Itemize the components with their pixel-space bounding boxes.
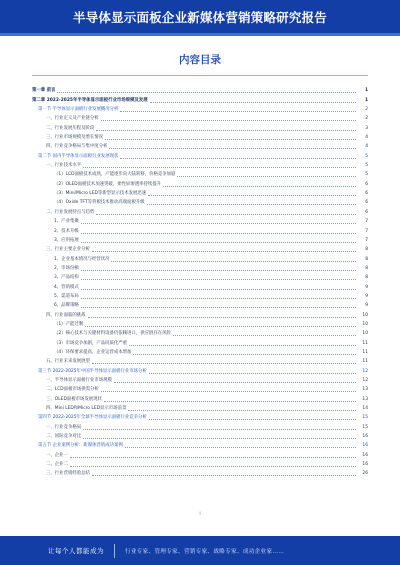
toc-leader-dots — [88, 317, 356, 318]
toc-leader-dots — [149, 419, 356, 420]
toc-entry[interactable] — [32, 357, 368, 366]
toc-entry-page: 6 — [365, 181, 368, 187]
toc-entry-text: 第五节 企业案例分析：新媒体营销成功案例 — [38, 443, 123, 449]
toc-entry-page: 16 — [362, 443, 368, 449]
toc-entry-page: 13 — [362, 396, 368, 402]
toc-entry-text: 一、行业技术水平 — [46, 163, 82, 169]
toc-entry-page: 6 — [365, 209, 368, 215]
toc-entry[interactable] — [32, 123, 368, 132]
toc-entry[interactable] — [32, 207, 368, 216]
toc-entry-page: 10 — [362, 312, 368, 318]
toc-entry-page: 9 — [365, 293, 368, 299]
toc-entry[interactable] — [32, 413, 368, 422]
toc-leader-dots — [81, 242, 356, 243]
toc-entry[interactable] — [32, 385, 368, 394]
toc-entry-page: 16 — [362, 452, 368, 458]
toc-entry-text: 2、技术升级 — [54, 228, 79, 234]
toc-entry[interactable] — [32, 226, 368, 235]
footer-slogan: 行业专家、管理专家、营销专家、战略专家、成功企业家…… — [125, 548, 285, 555]
toc-entry[interactable] — [32, 114, 368, 123]
toc-entry[interactable] — [32, 170, 368, 179]
toc-entry[interactable] — [32, 301, 368, 310]
toc-entry-text: （4）环保要求提高，企业运营成本增加 — [54, 349, 132, 355]
toc-leader-dots — [92, 251, 356, 252]
toc-entry-text: 5、渠道布局 — [54, 293, 79, 299]
toc-entry[interactable] — [32, 432, 368, 441]
toc-entry-text: 第四节 2022-2025年全球半导体显示面板行业竞争分析 — [38, 415, 147, 421]
toc-entry-page: 13 — [362, 387, 368, 393]
toc-leader-dots — [81, 307, 356, 308]
toc-entry-text: 一、行业定义及产业链分析 — [46, 116, 99, 122]
toc-entry-page: 8 — [365, 247, 368, 253]
toc-entry[interactable] — [32, 245, 368, 254]
toc-leader-dots — [83, 167, 356, 168]
toc-entry-page: 2 — [365, 116, 368, 122]
toc-entry-page: 16 — [362, 434, 368, 440]
toc-entry[interactable] — [32, 422, 368, 431]
toc-entry-text: （3）Mini/Micro LED等新型显示技术发展迅速 — [54, 191, 147, 197]
toc-leader-dots — [128, 410, 356, 411]
toc-entry-text: 三、行业市场规模及增长情况 — [46, 135, 104, 141]
toc-entry-text: 二、企业二 — [46, 462, 68, 468]
toc-entry-text: 一、企业一 — [46, 452, 68, 458]
toc-leader-dots — [111, 261, 356, 262]
toc-entry-text: 第三节 2022-2025年中国半导体显示面板行业市场分析 — [38, 368, 147, 374]
header-stripe — [0, 33, 400, 36]
toc-leader-dots — [120, 158, 356, 159]
toc-entry[interactable] — [32, 161, 368, 170]
toc-entry-page: 4 — [365, 144, 368, 150]
toc-entry-text: 第二节 国内半导体显示面板行业发展现状 — [38, 153, 119, 159]
toc-entry-page: 2 — [365, 107, 368, 113]
toc-entry-page: 8 — [365, 256, 368, 262]
toc-entry-text: （1）产能过剩 — [54, 321, 84, 327]
toc-entry[interactable] — [32, 236, 368, 245]
toc-entry-page: 10 — [362, 331, 368, 337]
toc-entry[interactable] — [32, 441, 368, 450]
toc-leader-dots — [101, 391, 356, 392]
toc-entry[interactable] — [32, 217, 368, 226]
toc-entry-page: 9 — [365, 284, 368, 290]
title-divider — [32, 75, 368, 76]
toc-leader-dots — [81, 223, 356, 224]
toc-entry-text: 第一节 半导体显示面板行业发展概况分析 — [38, 107, 119, 113]
toc-entry[interactable] — [32, 151, 368, 160]
toc-entry[interactable] — [32, 189, 368, 198]
toc-entry[interactable] — [32, 198, 368, 207]
toc-entry-text: （2）核心技术与关键材料设备仍依赖进口，供应链存在风险 — [54, 331, 171, 337]
toc-entry-text: 第一章 前言 — [32, 88, 56, 94]
toc-entry[interactable] — [32, 133, 368, 142]
toc-entry[interactable] — [32, 273, 368, 282]
toc-leader-dots — [96, 130, 356, 131]
footer-banner — [0, 536, 400, 565]
toc-entry-text: 6、品牌策略 — [54, 303, 79, 309]
toc-leader-dots — [177, 176, 356, 177]
toc-leader-dots — [81, 298, 356, 299]
toc-entry-text: 三、行业主要企业分析 — [46, 247, 90, 253]
toc-entry-page: 5 — [365, 163, 368, 169]
toc-entry-page: 8 — [365, 275, 368, 281]
toc-entry-page: 5 — [365, 172, 368, 178]
toc-entry-text: 四、行业面临的挑战 — [46, 312, 86, 318]
toc-entry-text: 二、行业发展特点与趋势 — [46, 209, 95, 215]
toc-entry-text: 二、LCD面板市场供需分析 — [46, 387, 99, 393]
toc-entry[interactable] — [32, 469, 368, 478]
toc-entry[interactable] — [32, 310, 368, 319]
toc-entry-text: 3、应用拓展 — [54, 237, 79, 243]
toc-leader-dots — [173, 335, 356, 336]
toc-entry-text: 三、OLED面板市场发展现状 — [46, 396, 102, 402]
toc-leader-dots — [125, 447, 356, 448]
toc-leader-dots — [81, 233, 356, 234]
toc-entry[interactable] — [32, 86, 368, 95]
toc-entry[interactable] — [32, 376, 368, 385]
toc-entry[interactable] — [32, 264, 368, 273]
toc-leader-dots — [133, 354, 356, 355]
toc-entry-text: 第二章 2022-2025年半导体显示面板行业市场规模及发展 — [32, 97, 148, 103]
toc-entry-text: （2）OLED面板技术加速突破，柔性屏渗透率持续提升 — [54, 181, 162, 187]
toc-leader-dots — [96, 214, 356, 215]
toc-leader-dots — [147, 204, 356, 205]
toc-leader-dots — [83, 438, 356, 439]
toc-leader-dots — [104, 401, 356, 402]
toc-entry[interactable] — [32, 320, 368, 329]
toc-leader-dots — [85, 326, 356, 327]
toc-entry-text: （1）LCD面板技术成熟，产能逐步向大陆转移，价格竞争加剧 — [54, 172, 176, 178]
toc-entry-page: 6 — [365, 200, 368, 206]
report-title: 半导体显示面板企业新媒体营销策略研究报告 — [72, 9, 327, 25]
toc-entry-page: 1 — [364, 97, 368, 103]
toc-leader-dots — [83, 429, 356, 430]
toc-entry-text: 1、产业集聚 — [54, 219, 79, 225]
toc-leader-dots — [149, 373, 356, 374]
toc-entry-page: 6 — [365, 191, 368, 197]
toc-entry-page: 5 — [365, 153, 368, 159]
toc-leader-dots — [148, 195, 356, 196]
toc-entry[interactable] — [32, 404, 368, 413]
toc-entry-page: 9 — [365, 303, 368, 309]
toc-leader-dots — [57, 92, 356, 93]
toc-entry-text: 四、Mini LED和Micro LED显示市场前景 — [46, 406, 127, 412]
toc-leader-dots — [81, 279, 356, 280]
toc-entry[interactable] — [32, 348, 368, 357]
toc-entry-page: 8 — [365, 265, 368, 271]
toc-entry[interactable] — [32, 338, 368, 347]
toc-title: 内容目录 — [179, 54, 221, 66]
toc-entry-page: 14 — [362, 406, 368, 412]
toc-entry-page: 4 — [365, 135, 368, 141]
toc-entry-text: （3）市场竞争加剧，产品同质化严重 — [54, 340, 128, 346]
toc-entry-text: 4、营销模式 — [54, 284, 79, 290]
toc-entry-text: 二、行业发展历程及阶段 — [46, 125, 95, 131]
toc-leader-dots — [92, 363, 356, 364]
toc-entry-page: 12 — [362, 378, 368, 383]
toc-entry-text: 一、半导体显示面板行业市场规模 — [46, 378, 112, 383]
toc-entry[interactable] — [32, 450, 368, 459]
toc-entry[interactable] — [32, 95, 368, 104]
toc-entry-page: 11 — [362, 349, 368, 355]
toc-leader-dots — [81, 289, 356, 290]
toc-entry-text: 四、行业竞争格局与集中度分析 — [46, 144, 108, 150]
footer-text: 让每个人都能成为 — [48, 547, 104, 555]
toc-entry-page: 15 — [362, 415, 368, 421]
toc-entry[interactable] — [32, 105, 368, 114]
report-header-banner — [0, 0, 400, 33]
toc-entry-page: 15 — [362, 424, 368, 430]
toc-entry-page: 7 — [365, 219, 368, 225]
table-of-contents — [32, 86, 368, 478]
toc-leader-dots — [81, 270, 356, 271]
toc-entry[interactable] — [32, 254, 368, 263]
toc-entry-text: 一、行业竞争格局 — [46, 424, 82, 430]
footer-divider — [114, 544, 115, 558]
toc-entry[interactable] — [32, 292, 368, 301]
toc-entry-page: 10 — [362, 321, 368, 327]
toc-entry[interactable] — [32, 329, 368, 338]
toc-entry-page: 7 — [365, 228, 368, 234]
toc-leader-dots — [70, 457, 356, 458]
toc-entry-page: 11 — [362, 340, 368, 346]
toc-entry[interactable] — [32, 282, 368, 291]
toc-entry-page: 26 — [362, 471, 368, 477]
toc-entry-text: 2、市场份额 — [54, 265, 79, 271]
toc-leader-dots — [70, 466, 356, 467]
toc-entry-page: 1 — [364, 88, 368, 94]
toc-leader-dots — [114, 382, 356, 383]
toc-entry[interactable] — [32, 460, 368, 469]
toc-leader-dots — [129, 345, 356, 346]
toc-entry-text: 三、行业营销经验总结 — [46, 471, 90, 477]
toc-entry-text: （4）Oxide TFT等背板技术推动高端面板升级 — [54, 200, 145, 206]
toc-entry-page: 12 — [362, 368, 368, 374]
toc-leader-dots — [120, 111, 356, 112]
toc-leader-dots — [105, 139, 356, 140]
toc-leader-dots — [150, 102, 356, 103]
toc-entry-page: 3 — [365, 125, 368, 131]
toc-entry-page: 11 — [362, 359, 368, 365]
toc-leader-dots — [109, 148, 356, 149]
toc-leader-dots — [101, 120, 356, 121]
toc-entry-text: 1、企业基本情况与经营状况 — [54, 256, 110, 262]
toc-entry[interactable] — [32, 142, 368, 151]
toc-entry-text: 五、行业未来发展展望 — [46, 359, 90, 365]
toc-entry-page: 16 — [362, 462, 368, 468]
toc-entry[interactable] — [32, 394, 368, 403]
toc-entry[interactable] — [32, 366, 368, 375]
toc-entry-page: 7 — [365, 237, 368, 243]
toc-entry[interactable] — [32, 179, 368, 188]
page-number: I — [199, 512, 201, 517]
toc-entry-text: 3、产品结构 — [54, 275, 79, 281]
toc-entry-text: 二、国际竞争对比 — [46, 434, 82, 440]
toc-leader-dots — [163, 186, 356, 187]
toc-leader-dots — [92, 475, 356, 476]
